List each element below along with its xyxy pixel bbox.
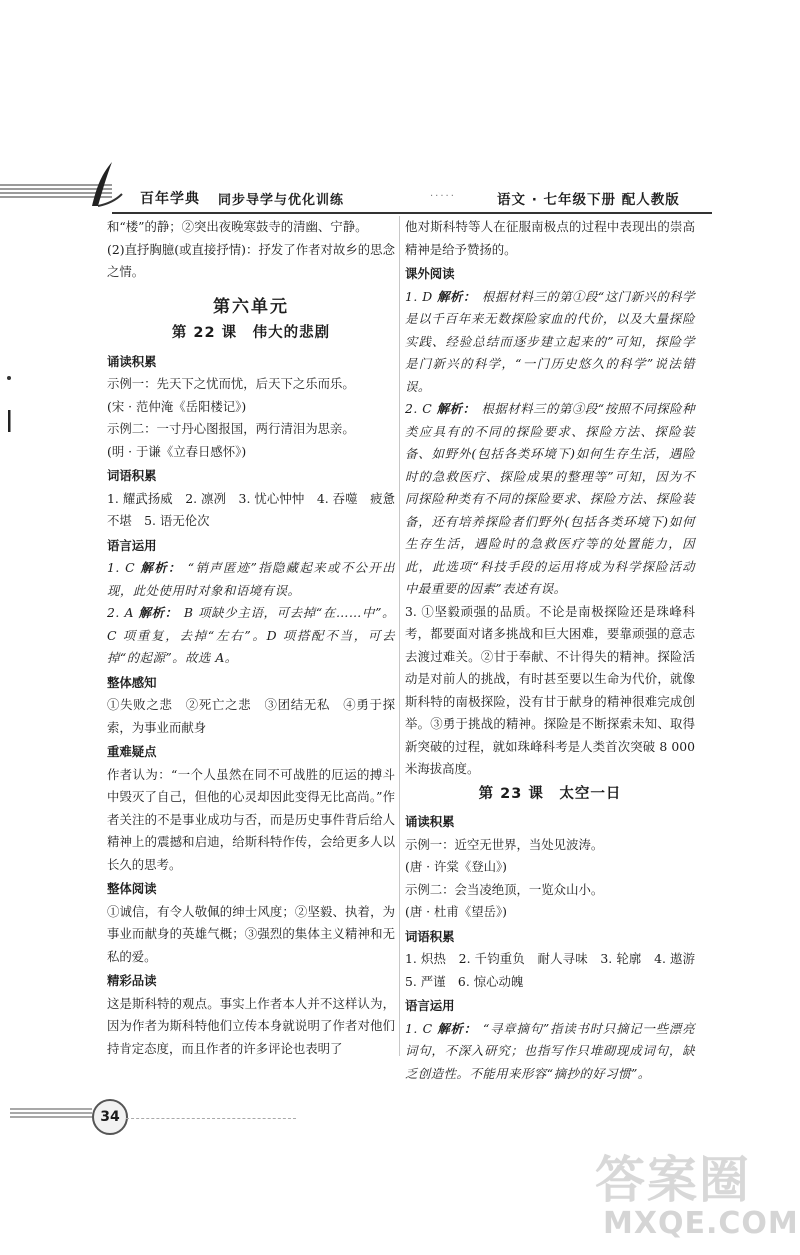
analysis-keyword: 解析： — [436, 401, 476, 416]
source-citation: (唐 · 许棠《登山》) — [405, 859, 508, 874]
section-heading: 整体感知 — [107, 674, 157, 690]
section-heading: 重难疑点 — [107, 744, 157, 759]
text-paragraph: ①失败之悲 ②死亡之悲 ③团结无私 ④勇于探索，为事业而献身 — [107, 697, 395, 735]
analysis-keyword: 解析： — [140, 560, 182, 575]
answer-item: 3. ①坚毅顽强的品质。不论是南极探险还是珠峰科考，都要面对诸多挑战和巨大困难，要靠顽强的意志去渡过难关。②甘于奉献、不计得失的精神。探险活动是对前人的挑战，有时甚至要以生命为代价，就像斯科特的南极探险，没有甘于献身的精神很难完成创举。③勇于挑战的精神。探险是不断探索未知、取得新突破的过程，就如珠峰科考是人类首次突破 8 000 米海拔高度。 — [405, 603, 695, 776]
example-line: 示例一：近空无世界，当处见波涛。 — [405, 836, 604, 852]
text-paragraph: 和“楼”的静；②突出夜晚寒鼓寺的清幽、宁静。 — [107, 219, 368, 234]
unit-title: 第六单元 — [213, 296, 289, 317]
text-paragraph: 作者认为：“一个人虽然在同不可战胜的厄运的搏斗中毁灭了自己，但他的心灵却因此变得无比高尚。”作者关注的不是事业成功与否，而是历史事件背后给人精神上的震撼和启迪，给斯科特作传，会给更多人以长久的思考。 — [107, 766, 395, 872]
analysis-text: 根据材料三的第③段“按照不同探险种类应具有的不同的探险要求、探险方法、探险装备、如野外(包括各类环境下)如何生存生活，遇险时的急救医疗、探险成果的整理等”可知，因为不同探险种类有不同的探险要求、探险方法、探险装备，还有培养探险者们野外(包括各类环境下)如何生存生活，遇险时的急救医疗等的处置能力，因此，此选项“科技手段的运用将成为科学探险活动中最重要的因素”表述有误。 — [405, 401, 695, 596]
section-heading: 词语积累 — [107, 468, 157, 483]
margin-marks — [6, 374, 12, 434]
section-heading: 课外阅读 — [405, 266, 455, 281]
footer-dashed-line — [126, 1118, 296, 1119]
analysis-text: B 项缺少主语，可去掉“在……中”。C 项重复，去掉“左右”。D 项搭配不当，可去掉“的起源”。故选 A。 — [107, 605, 396, 665]
analysis-text: “销声匿迹”指隐藏起来或不公开出现，此处使用时对象和语境有误。 — [107, 560, 396, 598]
header-rule — [112, 212, 712, 214]
answer-number: 1. C — [107, 560, 136, 575]
source-citation: (宋 · 范仲淹《岳阳楼记》) — [107, 398, 247, 414]
text-paragraph: (2)直抒胸臆(或直接抒情)：抒发了作者对故乡的思念之情。 — [107, 241, 395, 279]
section-heading: 整体阅读 — [107, 881, 157, 896]
source-citation: (唐 · 杜甫《望岳》) — [405, 904, 508, 919]
analysis-keyword: 解析： — [138, 605, 178, 620]
text-paragraph: 这是斯科特的观点。事实上作者本人并不这样认为，因为作者为斯科特他们立传本身就说明了作者对他们持肯定态度，而且作者的许多评论也表明了 — [107, 995, 395, 1056]
watermark-text: 答案圈 — [595, 1151, 751, 1209]
text-paragraph: ①诚信，有令人敬佩的绅士风度；②坚毅、执着，为事业而献身的英雄气概；③强烈的集体主义精神和无私的爱。 — [107, 903, 395, 964]
pen-swoosh-icon — [86, 160, 126, 210]
answer-item — [107, 602, 395, 670]
watermark-logo — [595, 1140, 799, 1252]
answer-item — [405, 1018, 695, 1086]
example-line: 示例一：先天下之忧而忧，后天下之乐而乐。 — [107, 376, 355, 391]
header-dots: ····· — [430, 191, 456, 202]
answer-item — [107, 557, 395, 602]
word-answers: 1. 炽热 2. 千钧重负 耐人寻味 3. 轮廓 4. 遨游 5. 严谨 6. 惊心动魄 — [405, 951, 708, 989]
section-heading: 精彩品读 — [107, 973, 157, 988]
example-line: 示例二：一寸丹心图报国，两行清泪为思亲。 — [107, 421, 355, 436]
section-heading: 语言运用 — [405, 998, 455, 1013]
watermark-domain: MXQE.COM — [603, 1206, 799, 1241]
lesson-title: 第 22 课 伟大的悲剧 — [171, 325, 331, 341]
text-paragraph: 他对斯科特等人在征服南极点的过程中表现出的崇高精神是给予赞扬的。 — [405, 219, 695, 257]
page-header — [0, 160, 800, 220]
analysis-keyword: 解析： — [437, 288, 476, 304]
word-answers: 1. 耀武扬威 2. 凛冽 3. 忧心忡忡 4. 吞噬 疲惫不堪 5. 语无伦次 — [107, 490, 395, 528]
book-series-title: 百年学典 — [140, 191, 200, 207]
answer-number: 2. A — [107, 605, 134, 620]
section-heading: 语言运用 — [107, 537, 157, 553]
answer-item — [405, 398, 695, 601]
analysis-keyword: 解析： — [437, 1020, 477, 1036]
footer-stripes — [10, 1108, 92, 1120]
right-column — [405, 216, 708, 1085]
section-heading: 诵读积累 — [107, 353, 157, 369]
answer-number: 2. C — [405, 401, 433, 416]
answer-item — [405, 286, 695, 399]
column-divider — [399, 216, 400, 1056]
source-citation: (明 · 于谦《立春日感怀》) — [107, 443, 247, 459]
analysis-text: “寻章摘句”指读书时只摘记一些漂亮词句，不深入研究；也指写作只堆砌现成词句，缺乏创造性。不能用来形容“摘抄的好习惯”。 — [405, 1020, 696, 1081]
page-number: 34 — [92, 1099, 128, 1135]
section-heading: 词语积累 — [405, 928, 455, 944]
answer-number: 1. C — [405, 1020, 433, 1036]
book-subtitle: 同步导学与优化训练 — [218, 193, 345, 208]
answer-number: 1. D — [405, 288, 433, 304]
lesson-title: 第 23 课 太空一日 — [478, 785, 622, 802]
section-heading: 诵读积累 — [405, 814, 455, 829]
left-column — [107, 216, 395, 1060]
analysis-text: 根据材料三的第①段“这门新兴的科学是以千百年来无数探险家血的代价，以及大量探险实践、经验总结而逐步建立起来的”可知，探险学是门新兴的科学，“一门历史悠久的科学”说法错误。 — [405, 288, 695, 394]
example-line: 示例二：会当凌绝顶，一览众山小。 — [405, 881, 604, 897]
subject-grade-edition: 语文 · 七年级下册 配人教版 — [497, 192, 680, 208]
